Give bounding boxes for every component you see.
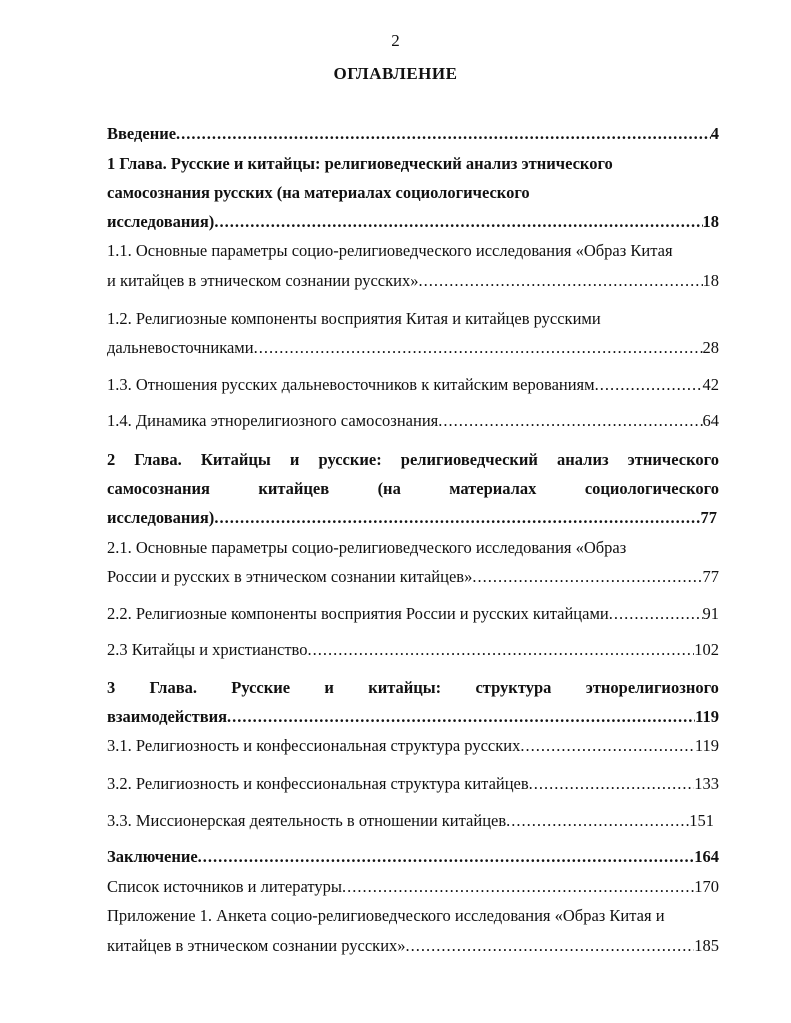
leader-dots: [214, 211, 702, 233]
toc-label: 3.2. Религиозность и конфессиональная структура китайцев: [107, 774, 529, 793]
word: этнорелигиозного: [585, 678, 719, 697]
leader-dots: [609, 603, 703, 625]
toc-page: 119: [694, 736, 719, 755]
toc-page: 64: [702, 411, 719, 430]
toc-entry-2-3[interactable]: [107, 639, 719, 661]
toc-page: 18: [702, 212, 719, 231]
toc-page: 28: [702, 338, 719, 357]
toc-entry-sources[interactable]: [107, 876, 719, 898]
leader-dots: [438, 410, 702, 432]
leader-dots: [342, 876, 694, 898]
toc-entry-2-1-line-2[interactable]: [107, 566, 719, 588]
toc-page: 91: [702, 604, 719, 623]
leader-dots: [472, 566, 702, 588]
toc-label: Список источников и литературы: [107, 877, 342, 896]
toc-label: 3.1. Религиозность и конфессиональная структура русских: [107, 736, 521, 755]
leader-dots: [214, 507, 700, 529]
word: Китайцы: [200, 450, 271, 469]
toc-entry-chapter-1-line-1[interactable]: 1 Глава. Русские и китайцы: религиоведческий анализ этнического: [107, 154, 613, 173]
toc-entry-conclusion[interactable]: [107, 846, 719, 868]
toc-label: китайцев в этническом сознании русских»: [107, 936, 406, 955]
toc-entry-1-2-line-1[interactable]: 1.2. Религиозные компоненты восприятия Китая и китайцев русскими: [107, 309, 601, 328]
toc-label: исследования): [107, 212, 215, 231]
toc-label: России и русских в этническом сознании китайцев»: [107, 567, 473, 586]
word: Глава.: [149, 678, 197, 697]
page-title: ОГЛАВЛЕНИЕ: [333, 64, 458, 83]
toc-entry-chapter-1-line-2[interactable]: самосознания русских (на материалах социологического: [107, 183, 530, 202]
leader-dots: [406, 935, 695, 957]
word: Глава.: [134, 450, 182, 469]
toc-page: 164: [694, 847, 719, 866]
toc-entry-1-4[interactable]: [107, 410, 719, 432]
toc-page: 77: [702, 567, 719, 586]
word: этнического: [627, 450, 719, 469]
toc-page: 18: [702, 271, 719, 290]
toc-label: взаимодействия: [107, 707, 228, 726]
word: 2: [107, 450, 116, 469]
toc-entry-1-1-line-2[interactable]: [107, 270, 719, 292]
leader-dots: [595, 374, 703, 396]
toc-label: дальневосточниками: [107, 338, 254, 357]
toc-entry-appendix-line-1[interactable]: Приложение 1. Анкета социо-религиоведческого исследования «Образ Китая и: [107, 906, 665, 925]
toc-label: исследования): [107, 508, 215, 527]
toc-entry-chapter-2-line-1[interactable]: [107, 449, 719, 471]
leader-dots: [529, 773, 695, 795]
toc-page: 170: [694, 877, 719, 896]
toc-label: 2.2. Религиозные компоненты восприятия России и русских китайцами: [107, 604, 609, 623]
leader-dots: [198, 846, 695, 868]
toc-label: 1.4. Динамика этнорелигиозного самосознания: [107, 411, 439, 430]
toc-label: 1.3. Отношения русских дальневосточников к китайским верованиям: [107, 375, 595, 394]
toc-page: 77: [700, 508, 717, 527]
toc-label: и китайцев в этническом сознании русских»: [107, 271, 419, 290]
toc-page: 133: [694, 774, 719, 793]
toc-page: 151: [689, 811, 714, 830]
toc-page: 185: [694, 936, 719, 955]
word: структура: [475, 678, 552, 697]
toc-entry-chapter-1-line-3[interactable]: [107, 211, 719, 233]
toc-entry-chapter-2-line-2[interactable]: [107, 478, 719, 500]
word: самосознания: [107, 479, 210, 498]
word: материалах: [449, 479, 537, 498]
toc-entry-3-1[interactable]: [107, 735, 719, 757]
toc-entry-2-1-line-1[interactable]: 2.1. Основные параметры социо-религиоведческого исследования «Образ: [107, 538, 627, 557]
toc-page: 4: [710, 124, 719, 143]
leader-dots: [254, 337, 703, 359]
leader-dots: [307, 639, 694, 661]
page-number: 2: [391, 31, 400, 50]
leader-dots: [418, 270, 702, 292]
toc-entry-1-3[interactable]: [107, 374, 719, 396]
word: и: [289, 450, 300, 469]
word: (на: [377, 479, 401, 498]
word: Русские: [231, 678, 291, 697]
leader-dots: [520, 735, 695, 757]
toc-page: 42: [702, 375, 719, 394]
toc-entry-1-1-line-1[interactable]: 1.1. Основные параметры социо-религиоведческого исследования «Образ Китая: [107, 241, 673, 260]
word: китайцы:: [368, 678, 442, 697]
word: русские:: [318, 450, 382, 469]
toc-entry-intro[interactable]: [107, 123, 719, 145]
word: 3: [107, 678, 116, 697]
toc-page: 119: [695, 707, 719, 726]
toc-entry-3-3[interactable]: [107, 810, 714, 832]
toc-label: Введение: [107, 124, 177, 143]
leader-dots: [176, 123, 711, 145]
word: и: [324, 678, 334, 697]
word: социологического: [584, 479, 719, 498]
word: анализ: [557, 450, 609, 469]
toc-entry-chapter-2-line-3[interactable]: [107, 507, 717, 529]
toc-entry-2-2[interactable]: [107, 603, 719, 625]
toc-label: Заключение: [107, 847, 198, 866]
leader-dots: [227, 706, 695, 728]
toc-entry-1-2-line-2[interactable]: [107, 337, 719, 359]
word: религиоведческий: [400, 450, 538, 469]
toc-entry-appendix-line-2[interactable]: [107, 935, 719, 957]
word: китайцев: [258, 479, 330, 498]
toc-page: 102: [694, 640, 719, 659]
toc-label: 2.3 Китайцы и христианство: [107, 640, 308, 659]
toc-entry-chapter-3-line-1[interactable]: [107, 677, 719, 699]
toc-label: 3.3. Миссионерская деятельность в отношении китайцев: [107, 811, 507, 830]
toc-entry-3-2[interactable]: [107, 773, 719, 795]
toc-entry-chapter-3-line-2[interactable]: [107, 706, 719, 728]
leader-dots: [506, 810, 689, 832]
